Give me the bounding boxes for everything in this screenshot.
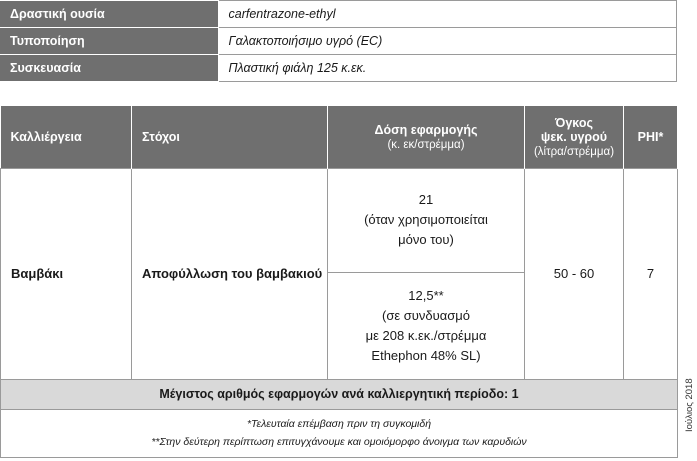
phi-header: PHI* xyxy=(624,106,678,168)
phi-cell: 7 xyxy=(624,168,678,379)
max-applications-row xyxy=(1,379,678,409)
packaging-value: Πλαστική φιάλη 125 κ.εκ. xyxy=(218,55,677,82)
dose1-line1: (όταν χρησιμοποιείται xyxy=(364,212,488,227)
table-header-row xyxy=(1,106,678,168)
side-date-label: Ιούλιος 2018 xyxy=(684,378,695,432)
targets-header: Στόχοι xyxy=(132,106,328,168)
note-phi: *Τελευταία επέμβαση πριν τη συγκομιδή xyxy=(246,418,432,430)
dose2-line2: με 208 κ.εκ./στρέμμα xyxy=(365,327,487,343)
volume-header xyxy=(525,106,624,168)
note-combination: **Στην δεύτερη περίπτωση επιτυγχάνουμε και ομοιόμορφο άνοιγμα των καρυδιών xyxy=(151,436,527,448)
crop-cell: Βαμβάκι xyxy=(1,168,132,379)
info-row-active-substance xyxy=(0,1,677,28)
target-cell: Αποφύλλωση του βαμβακιού xyxy=(132,168,328,379)
volume-header-line2: ψεκ. υγρού xyxy=(540,129,608,144)
packaging-label: Συσκευασία xyxy=(0,55,218,82)
formulation-label: Τυποποίηση xyxy=(0,28,218,55)
dose2-value: 12,5** xyxy=(408,287,444,303)
notes-row xyxy=(1,409,678,457)
dose2-line3: Ethephon 48% SL) xyxy=(371,347,481,363)
active-substance-label: Δραστική ουσία xyxy=(0,1,218,28)
max-applications-text: Μέγιστος αριθμός εφαρμογών ανά καλλιεργητική περίοδο: 1 xyxy=(1,379,678,409)
dose-cell-alone xyxy=(328,168,525,272)
dose-header xyxy=(328,106,525,168)
dose1-value: 21 xyxy=(418,192,434,207)
dose-cell-combined xyxy=(328,272,525,379)
volume-cell: 50 - 60 xyxy=(525,168,624,379)
formulation-value: Γαλακτοποιήσιμο υγρό (EC) xyxy=(218,28,677,55)
crop-header: Καλλιέργεια xyxy=(1,106,132,168)
notes-cell xyxy=(1,409,678,457)
product-info-table xyxy=(0,0,677,82)
dose2-line1: (σε συνδυασμό xyxy=(382,307,470,323)
application-table xyxy=(0,106,678,458)
info-row-packaging xyxy=(0,55,677,82)
info-row-formulation xyxy=(0,28,677,55)
dose-header-title: Δόση εφαρμογής xyxy=(374,122,478,137)
active-substance-value: carfentrazone-ethyl xyxy=(218,1,677,28)
table-row xyxy=(1,168,678,272)
dose-header-unit: (κ. εκ/στρέμμα) xyxy=(387,138,465,151)
volume-header-unit: (λίτρα/στρέμμα) xyxy=(533,145,615,158)
volume-header-line1: Όγκος xyxy=(555,115,593,130)
dose1-line2: μόνο του) xyxy=(398,232,454,247)
